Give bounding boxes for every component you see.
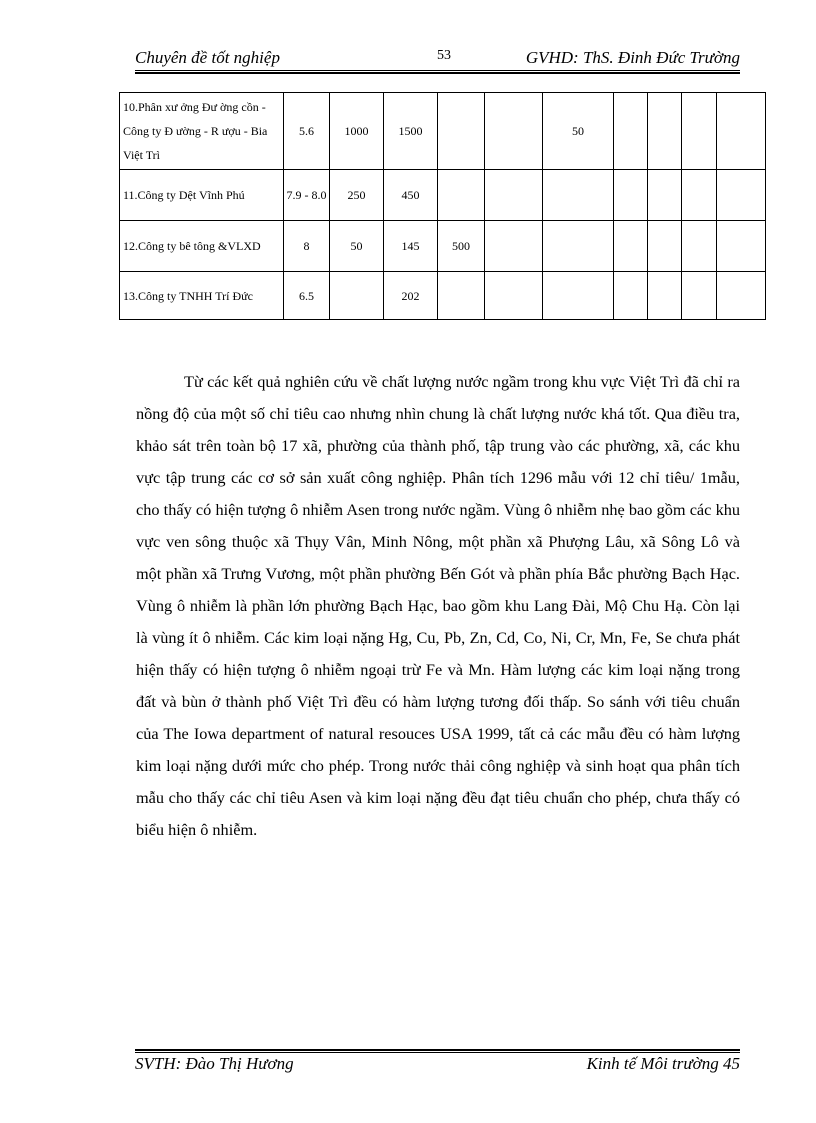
header-supervisor: GVHD: ThS. Đinh Đức Trường xyxy=(525,48,740,67)
table-cell: 7.9 - 8.0 xyxy=(284,170,330,221)
table-cell xyxy=(614,272,648,320)
table-cell: 202 xyxy=(384,272,438,320)
table-cell xyxy=(485,170,543,221)
table-cell xyxy=(438,93,485,170)
footer-class: Kinh tế Môi trường 45 xyxy=(586,1054,740,1073)
row-facility-name: 11.Công ty Dệt Vĩnh Phú xyxy=(120,170,284,221)
header-document-type: Chuyên đề tốt nghiệp xyxy=(135,48,280,67)
table-cell xyxy=(648,221,682,272)
table-cell xyxy=(543,272,614,320)
table-cell: 50 xyxy=(543,93,614,170)
row-facility-name: 13.Công ty TNHH Trí Đức xyxy=(120,272,284,320)
table-cell xyxy=(648,272,682,320)
table-cell xyxy=(614,221,648,272)
table-cell xyxy=(485,272,543,320)
row-facility-name: 10.Phân xư ởng Đư ờng cồn - Công ty Đ ường - R ượu - Bia Việt Trì xyxy=(120,93,284,170)
data-table xyxy=(119,92,766,320)
table-cell: 5.6 xyxy=(284,93,330,170)
table-cell xyxy=(717,93,766,170)
table-cell xyxy=(438,170,485,221)
table-row xyxy=(120,272,766,320)
table-cell: 145 xyxy=(384,221,438,272)
table-row xyxy=(120,93,766,170)
table-cell xyxy=(614,93,648,170)
table-cell xyxy=(682,93,717,170)
table-cell xyxy=(438,272,485,320)
table-cell xyxy=(330,272,384,320)
body-paragraph xyxy=(136,366,740,846)
table-cell: 250 xyxy=(330,170,384,221)
table-cell xyxy=(614,170,648,221)
table-cell: 8 xyxy=(284,221,330,272)
table-cell xyxy=(717,170,766,221)
table-cell: 1500 xyxy=(384,93,438,170)
table-cell: 500 xyxy=(438,221,485,272)
table-cell xyxy=(682,272,717,320)
table-cell xyxy=(682,221,717,272)
table-cell xyxy=(648,93,682,170)
table-row xyxy=(120,221,766,272)
footer-rule xyxy=(135,1049,740,1053)
footer-student: SVTH: Đào Thị Hương xyxy=(135,1054,294,1073)
table-row xyxy=(120,170,766,221)
table-cell xyxy=(682,170,717,221)
table-cell: 50 xyxy=(330,221,384,272)
page-header xyxy=(135,46,740,72)
table-cell: 450 xyxy=(384,170,438,221)
row-facility-name: 12.Công ty bê tông &VLXD xyxy=(120,221,284,272)
table-cell xyxy=(717,272,766,320)
table-cell xyxy=(485,221,543,272)
table-cell xyxy=(648,170,682,221)
header-rule xyxy=(135,70,740,74)
table-cell xyxy=(717,221,766,272)
table-cell: 6.5 xyxy=(284,272,330,320)
page-footer xyxy=(135,1054,740,1080)
header-page-number: 53 xyxy=(437,48,451,63)
paragraph-text: Từ các kết quả nghiên cứu về chất lượng nước ngầm trong khu vực Việt Trì đã chỉ ra nồng độ của một số chỉ tiêu cao nhưng nhìn chung là chất lượng nước khá tốt. Qua điều tra, khảo sát trên toàn bộ 17 xã, phường của thành phố, tập trung vào các phường, xã, các khu vực tập trung các cơ sở sản xuất công nghiệp. Phân tích 1296 mẫu với 12 chỉ tiêu/ 1mẫu, cho thấy có hiện tượng ô nhiễm Asen trong nước ngầm. Vùng ô nhiễm nhẹ bao gồm các khu vực ven sông thuộc xã Thụy Vân, Minh Nông, một phần xã Phượng Lâu, xã Sông Lô và một phần xã Trưng Vương, một phần phường Bến Gót và phần phía Bắc phường Bạch Hạc. Vùng ô nhiễm là phần lớn phường Bạch Hạc, bao gồm khu Lang Đài, Mộ Chu Hạ. Còn lại là vùng ít ô nhiễm. Các kim loại nặng Hg, Cu, Pb, Zn, Cd, Co, Ni, Cr, Mn, Fe, Se chưa phát hiện thấy có hiện tượng ô nhiễm ngoại trừ Fe và Mn. Hàm lượng các kim loại nặng trong đất và bùn ở thành phố Việt Trì đều có hàm lượng tương đối thấp. So sánh với tiêu chuẩn của The Iowa department of natural resouces USA 1999, tất cả các mẫu đều có hàm lượng kim loại nặng dưới mức cho phép. Trong nước thải công nghiệp và sinh hoạt qua phân tích mẫu cho thấy các chỉ tiêu Asen và kim loại nặng đều đạt tiêu chuẩn cho phép, chưa thấy có biểu hiện ô nhiễm. xyxy=(136,372,740,839)
table-cell xyxy=(485,93,543,170)
table-cell: 1000 xyxy=(330,93,384,170)
table-cell xyxy=(543,221,614,272)
table-cell xyxy=(543,170,614,221)
